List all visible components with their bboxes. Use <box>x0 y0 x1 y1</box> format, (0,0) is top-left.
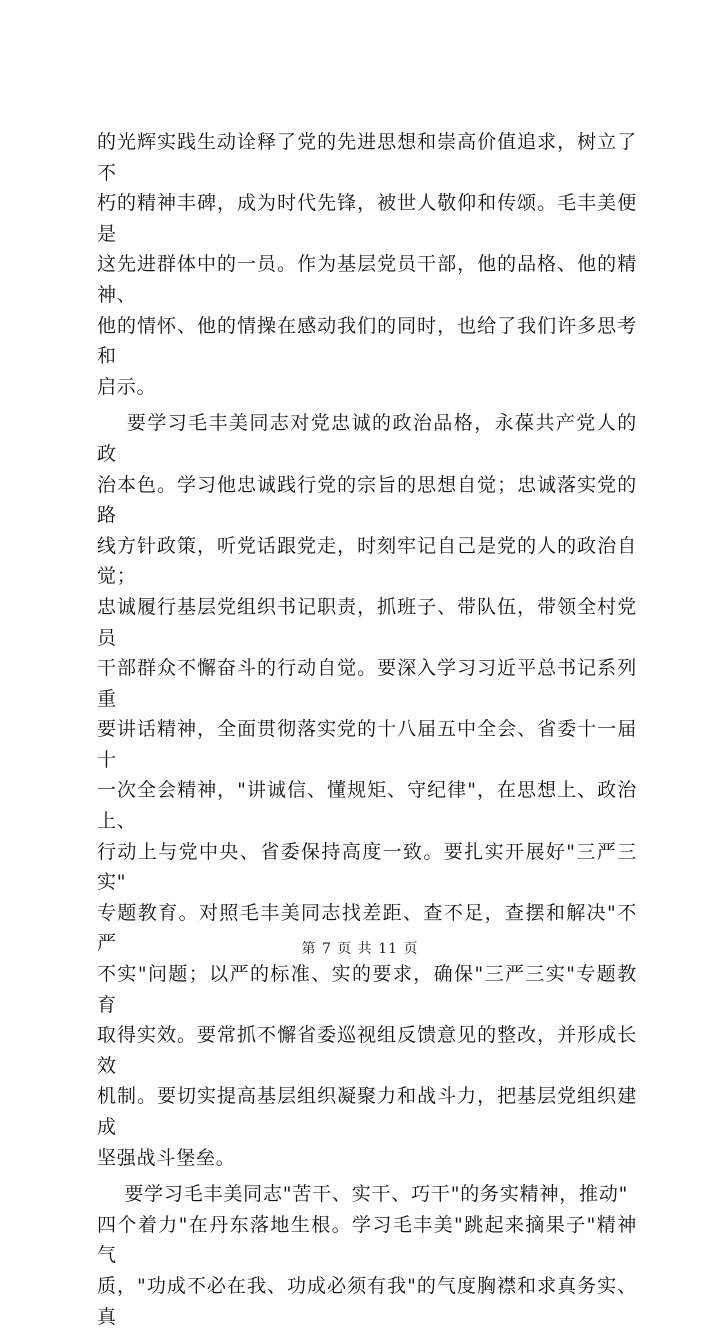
document-body <box>97 127 637 1332</box>
page-footer <box>0 938 720 958</box>
paragraph-3: 要学习毛丰美同志"苦干、实干、巧干"的务实精神，推动" 四个着力"在丹东落地生根。学习毛丰美"跳起来摘果子"精神气 质，"功成不必在我、功成必须有我"的气度胸襟和求真务实、真 <box>97 1183 637 1328</box>
page-indicator: 第 7 页 共 11 页 <box>301 941 419 957</box>
paragraph-1: 的光辉实践生动诠释了党的先进思想和崇高价值追求，树立了不 朽的精神丰碑，成为时代先锋，被世人敬仰和传颂。毛丰美便是 这先进群体中的一员。作为基层党员干部，他的品格、他的精神、 他的情怀、他的情操在感动我们的同时，也给了我们许多思考和 启示。 <box>97 131 637 398</box>
paragraph-2: 要学习毛丰美同志对党忠诚的政治品格，永葆共产党人的政 治本色。学习他忠诚践行党的宗旨的思想自觉；忠诚落实党的路 线方针政策，听党话跟党走，时刻牢记自己是党的人的政治自觉； 忠诚履行基层党组织书记职责，抓班子、带队伍，带领全村党员 干部群众不懈奋斗的行动自觉。要深入学习习近平总书记系列重 要讲话精神，全面贯彻落实党的十八届五中全会、省委十一届十 一次全会精神，"讲诚信、懂规矩、守纪律"，在思想上、政治上、 行动上与党中央、省委保持高度一致。要扎实开展好"三严三实" 专题教育。对照毛丰美同志找差距、查不足，查摆和解决"不严 不实"问题；以严的标准、实的要求，确保"三严三实"专题教育 取得实效。要常抓不懈省委巡视组反馈意见的整改，并形成长效 机制。要切实提高基层组织凝聚力和战斗力，把基层党组织建成 坚强战斗堡垒。 <box>97 412 637 1169</box>
